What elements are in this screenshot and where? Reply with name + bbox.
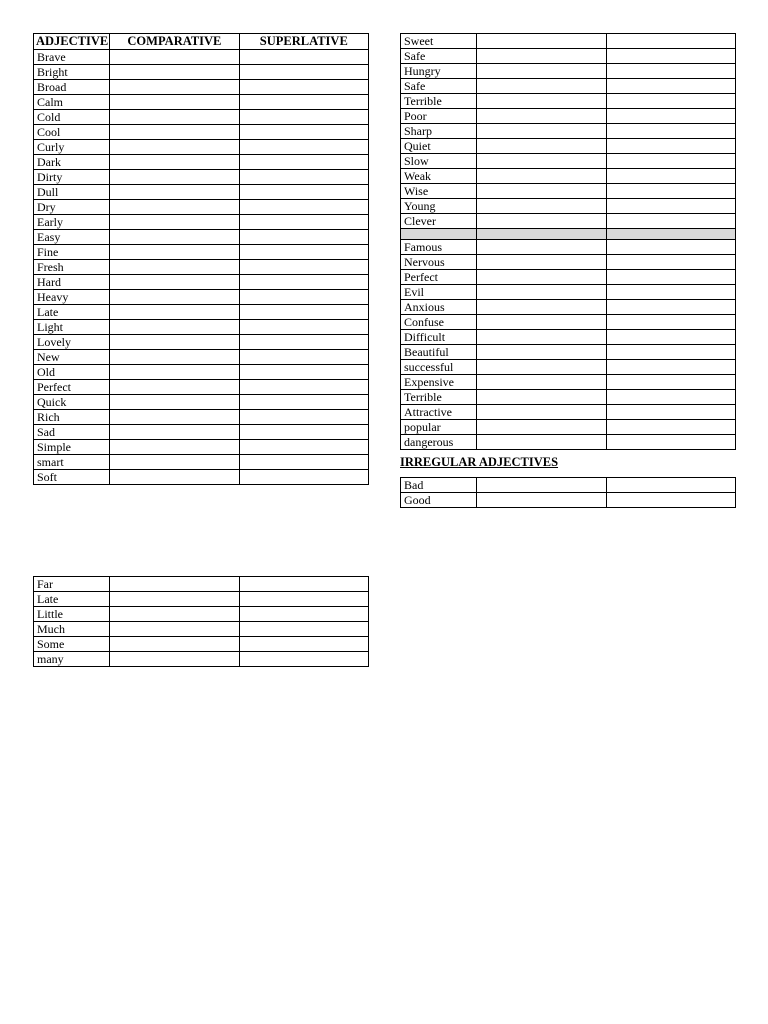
superlative-blank-cell[interactable] — [606, 300, 735, 315]
adjective-cell: dangerous — [401, 435, 477, 450]
superlative-blank-cell[interactable] — [239, 652, 368, 667]
table-row — [34, 335, 369, 350]
superlative-blank-cell[interactable] — [606, 255, 735, 270]
superlative-blank-cell[interactable] — [239, 95, 368, 110]
comparative-blank-cell[interactable] — [110, 395, 239, 410]
adjective-cell: Late — [34, 305, 110, 320]
comparative-blank-cell[interactable] — [110, 275, 239, 290]
comparative-blank-cell[interactable] — [110, 140, 239, 155]
superlative-blank-cell[interactable] — [239, 350, 368, 365]
comparative-blank-cell[interactable] — [477, 184, 606, 199]
comparative-blank-cell[interactable] — [477, 199, 606, 214]
table-row — [401, 345, 736, 360]
comparative-blank-cell[interactable] — [477, 154, 606, 169]
table-row — [34, 140, 369, 155]
superlative-blank-cell[interactable] — [239, 275, 368, 290]
comparative-blank-cell[interactable] — [477, 49, 606, 64]
comparative-blank-cell[interactable] — [477, 300, 606, 315]
header-comparative: COMPARATIVE — [110, 34, 239, 50]
superlative-blank-cell[interactable] — [239, 170, 368, 185]
superlative-blank-cell[interactable] — [239, 110, 368, 125]
comparative-blank-cell[interactable] — [477, 390, 606, 405]
table-row — [34, 305, 369, 320]
adjective-cell: Perfect — [401, 270, 477, 285]
comparative-blank-cell[interactable] — [110, 607, 239, 622]
comparative-blank-cell[interactable] — [110, 95, 239, 110]
adjective-cell: Terrible — [401, 94, 477, 109]
table-row — [401, 390, 736, 405]
superlative-blank-cell[interactable] — [239, 80, 368, 95]
shaded-separator-row — [401, 229, 736, 240]
adjective-cell: Late — [34, 592, 110, 607]
adjective-cell: Far — [34, 577, 110, 592]
table-row — [401, 49, 736, 64]
table-row — [34, 410, 369, 425]
table-row — [34, 80, 369, 95]
table-row — [34, 65, 369, 80]
table-row — [34, 380, 369, 395]
adjective-cell: Hungry — [401, 64, 477, 79]
adjective-cell: Dirty — [34, 170, 110, 185]
table-row — [34, 185, 369, 200]
table-row — [34, 125, 369, 140]
superlative-blank-cell[interactable] — [239, 215, 368, 230]
table-row — [34, 170, 369, 185]
table-row — [401, 375, 736, 390]
adjective-cell: Young — [401, 199, 477, 214]
comparative-blank-cell[interactable] — [110, 50, 239, 65]
table-row — [34, 395, 369, 410]
comparative-blank-cell[interactable] — [477, 240, 606, 255]
adjective-cell: Cold — [34, 110, 110, 125]
table-row — [34, 425, 369, 440]
comparative-blank-cell[interactable] — [110, 110, 239, 125]
adjective-cell: Attractive — [401, 405, 477, 420]
table-row — [401, 124, 736, 139]
adjective-cell: Brave — [34, 50, 110, 65]
superlative-blank-cell[interactable] — [606, 214, 735, 229]
superlative-blank-cell[interactable] — [239, 335, 368, 350]
table-row — [401, 64, 736, 79]
table-row — [34, 260, 369, 275]
table-row — [34, 245, 369, 260]
comparative-blank-cell[interactable] — [110, 637, 239, 652]
adjective-cell: Simple — [34, 440, 110, 455]
comparative-blank-cell[interactable] — [477, 375, 606, 390]
bottom-adjective-table — [33, 576, 369, 667]
comparative-blank-cell[interactable] — [477, 493, 606, 508]
comparative-blank-cell[interactable] — [477, 435, 606, 450]
superlative-blank-cell[interactable] — [606, 64, 735, 79]
comparative-blank-cell[interactable] — [477, 169, 606, 184]
table-row — [34, 365, 369, 380]
adjective-cell: Difficult — [401, 330, 477, 345]
superlative-blank-cell[interactable] — [239, 470, 368, 485]
superlative-blank-cell[interactable] — [239, 592, 368, 607]
comparative-blank-cell[interactable] — [477, 420, 606, 435]
adjective-cell: Curly — [34, 140, 110, 155]
superlative-blank-cell[interactable] — [239, 425, 368, 440]
comparative-blank-cell[interactable] — [477, 255, 606, 270]
table-row — [401, 420, 736, 435]
superlative-blank-cell[interactable] — [239, 380, 368, 395]
superlative-blank-cell[interactable] — [239, 290, 368, 305]
comparative-blank-cell[interactable] — [477, 405, 606, 420]
adjective-cell: Terrible — [401, 390, 477, 405]
comparative-blank-cell[interactable] — [477, 345, 606, 360]
adjective-cell: Soft — [34, 470, 110, 485]
adjective-cell: Perfect — [34, 380, 110, 395]
adjective-cell: Bright — [34, 65, 110, 80]
superlative-blank-cell[interactable] — [239, 245, 368, 260]
comparative-blank-cell[interactable] — [477, 478, 606, 493]
comparative-blank-cell[interactable] — [477, 315, 606, 330]
irregular-adjective-table — [400, 477, 736, 508]
table-row — [401, 478, 736, 493]
table-row — [401, 94, 736, 109]
table-row — [34, 275, 369, 290]
adjective-cell: Bad — [401, 478, 477, 493]
comparative-blank-cell[interactable] — [110, 245, 239, 260]
superlative-blank-cell[interactable] — [239, 305, 368, 320]
adjective-cell: Some — [34, 637, 110, 652]
adjective-cell: Dark — [34, 155, 110, 170]
superlative-blank-cell[interactable] — [239, 607, 368, 622]
comparative-blank-cell[interactable] — [110, 335, 239, 350]
adjective-cell: Easy — [34, 230, 110, 245]
superlative-blank-cell[interactable] — [239, 50, 368, 65]
table-row — [401, 240, 736, 255]
table-row — [34, 607, 369, 622]
adjective-cell: smart — [34, 455, 110, 470]
irregular-adjectives-heading: IRREGULAR ADJECTIVES — [400, 455, 559, 469]
superlative-blank-cell[interactable] — [239, 260, 368, 275]
adjective-cell: Slow — [401, 154, 477, 169]
superlative-blank-cell[interactable] — [606, 79, 735, 94]
adjective-cell: Sweet — [401, 34, 477, 49]
superlative-blank-cell[interactable] — [606, 34, 735, 49]
comparative-blank-cell[interactable] — [110, 622, 239, 637]
adjective-cell: Much — [34, 622, 110, 637]
comparative-blank-cell[interactable] — [477, 64, 606, 79]
comparative-blank-cell[interactable] — [110, 290, 239, 305]
superlative-blank-cell[interactable] — [239, 440, 368, 455]
table-row — [401, 154, 736, 169]
superlative-blank-cell[interactable] — [606, 139, 735, 154]
superlative-blank-cell[interactable] — [606, 360, 735, 375]
superlative-blank-cell[interactable] — [239, 577, 368, 592]
comparative-blank-cell[interactable] — [110, 455, 239, 470]
table-row — [401, 493, 736, 508]
adjective-cell: Weak — [401, 169, 477, 184]
adjective-cell: Broad — [34, 80, 110, 95]
table-row — [34, 110, 369, 125]
superlative-blank-cell[interactable] — [239, 410, 368, 425]
comparative-blank-cell[interactable] — [110, 425, 239, 440]
comparative-blank-cell[interactable] — [477, 139, 606, 154]
superlative-blank-cell[interactable] — [606, 270, 735, 285]
adjective-cell: Expensive — [401, 375, 477, 390]
table-row — [401, 199, 736, 214]
superlative-blank-cell[interactable] — [606, 390, 735, 405]
comparative-blank-cell[interactable] — [110, 260, 239, 275]
comparative-blank-cell[interactable] — [477, 94, 606, 109]
table-row — [34, 652, 369, 667]
adjective-cell: Quick — [34, 395, 110, 410]
adjective-cell: Calm — [34, 95, 110, 110]
adjective-cell: Anxious — [401, 300, 477, 315]
adjective-cell: Nervous — [401, 255, 477, 270]
table-row — [401, 34, 736, 49]
adjective-cell: Early — [34, 215, 110, 230]
table-row — [34, 577, 369, 592]
table-row — [401, 139, 736, 154]
superlative-blank-cell[interactable] — [239, 365, 368, 380]
table-row — [401, 315, 736, 330]
comparative-blank-cell[interactable] — [110, 350, 239, 365]
comparative-blank-cell[interactable] — [110, 470, 239, 485]
adjective-cell: Dry — [34, 200, 110, 215]
table-row — [34, 320, 369, 335]
superlative-blank-cell[interactable] — [606, 375, 735, 390]
adjective-cell: Rich — [34, 410, 110, 425]
table-row — [401, 169, 736, 184]
superlative-blank-cell[interactable] — [606, 435, 735, 450]
comparative-blank-cell[interactable] — [477, 270, 606, 285]
adjective-cell: Little — [34, 607, 110, 622]
table-row — [401, 360, 736, 375]
comparative-blank-cell[interactable] — [477, 109, 606, 124]
comparative-blank-cell[interactable] — [110, 200, 239, 215]
comparative-blank-cell[interactable] — [110, 125, 239, 140]
adjective-cell: Poor — [401, 109, 477, 124]
comparative-blank-cell[interactable] — [477, 330, 606, 345]
table-row — [401, 255, 736, 270]
superlative-blank-cell[interactable] — [239, 125, 368, 140]
superlative-blank-cell[interactable] — [606, 184, 735, 199]
superlative-blank-cell[interactable] — [239, 185, 368, 200]
table-row — [34, 622, 369, 637]
adjective-cell: Fine — [34, 245, 110, 260]
table-row — [401, 79, 736, 94]
comparative-blank-cell[interactable] — [110, 185, 239, 200]
comparative-blank-cell[interactable] — [110, 320, 239, 335]
superlative-blank-cell[interactable] — [606, 478, 735, 493]
adjective-cell: Fresh — [34, 260, 110, 275]
superlative-blank-cell[interactable] — [606, 493, 735, 508]
adjective-cell: Old — [34, 365, 110, 380]
comparative-blank-cell[interactable] — [477, 79, 606, 94]
table-row — [34, 155, 369, 170]
table-row — [34, 215, 369, 230]
table-row — [401, 109, 736, 124]
header-row — [34, 34, 369, 50]
superlative-blank-cell[interactable] — [239, 455, 368, 470]
superlative-blank-cell[interactable] — [239, 320, 368, 335]
comparative-blank-cell[interactable] — [110, 440, 239, 455]
table-row — [34, 350, 369, 365]
comparative-blank-cell[interactable] — [477, 360, 606, 375]
adjective-cell: Confuse — [401, 315, 477, 330]
superlative-blank-cell[interactable] — [239, 637, 368, 652]
adjective-cell: Evil — [401, 285, 477, 300]
superlative-blank-cell[interactable] — [606, 405, 735, 420]
adjective-cell: successful — [401, 360, 477, 375]
adjective-cell: Quiet — [401, 139, 477, 154]
superlative-blank-cell[interactable] — [606, 199, 735, 214]
adjective-cell: Heavy — [34, 290, 110, 305]
superlative-blank-cell[interactable] — [606, 154, 735, 169]
table-row — [34, 440, 369, 455]
comparative-blank-cell[interactable] — [110, 215, 239, 230]
table-row — [34, 95, 369, 110]
header-superlative: SUPERLATIVE — [239, 34, 368, 50]
superlative-blank-cell[interactable] — [239, 622, 368, 637]
adjective-cell: Good — [401, 493, 477, 508]
adjective-cell: Dull — [34, 185, 110, 200]
superlative-blank-cell[interactable] — [606, 124, 735, 139]
adjective-cell: Safe — [401, 79, 477, 94]
table-row — [401, 405, 736, 420]
superlative-blank-cell[interactable] — [239, 200, 368, 215]
table-row — [34, 290, 369, 305]
adjective-cell: Hard — [34, 275, 110, 290]
table-row — [34, 200, 369, 215]
superlative-blank-cell[interactable] — [239, 395, 368, 410]
adjective-cell: Safe — [401, 49, 477, 64]
superlative-blank-cell[interactable] — [239, 65, 368, 80]
table-row — [34, 592, 369, 607]
superlative-blank-cell[interactable] — [606, 315, 735, 330]
adjective-cell: Cool — [34, 125, 110, 140]
comparative-blank-cell[interactable] — [477, 214, 606, 229]
superlative-blank-cell[interactable] — [239, 230, 368, 245]
superlative-blank-cell[interactable] — [239, 140, 368, 155]
adjective-cell: Sad — [34, 425, 110, 440]
table-row — [401, 330, 736, 345]
table-row — [34, 470, 369, 485]
comparative-blank-cell[interactable] — [110, 652, 239, 667]
superlative-blank-cell[interactable] — [606, 169, 735, 184]
adjective-cell: Lovely — [34, 335, 110, 350]
table-row — [401, 300, 736, 315]
adjective-cell: Famous — [401, 240, 477, 255]
comparative-blank-cell[interactable] — [110, 155, 239, 170]
superlative-blank-cell[interactable] — [606, 49, 735, 64]
comparative-blank-cell[interactable] — [110, 65, 239, 80]
adjective-cell: popular — [401, 420, 477, 435]
superlative-blank-cell[interactable] — [606, 330, 735, 345]
superlative-blank-cell[interactable] — [606, 285, 735, 300]
adjective-cell: Wise — [401, 184, 477, 199]
table-row — [34, 230, 369, 245]
comparative-blank-cell[interactable] — [110, 380, 239, 395]
comparative-blank-cell[interactable] — [110, 577, 239, 592]
table-row — [401, 435, 736, 450]
table-row — [34, 455, 369, 470]
adjective-cell: Beautiful — [401, 345, 477, 360]
comparative-blank-cell[interactable] — [110, 230, 239, 245]
table-row — [401, 214, 736, 229]
comparative-blank-cell[interactable] — [477, 34, 606, 49]
comparative-blank-cell[interactable] — [110, 170, 239, 185]
comparative-blank-cell[interactable] — [477, 285, 606, 300]
adjective-cell: New — [34, 350, 110, 365]
table-row — [401, 270, 736, 285]
right-adjective-table — [400, 33, 736, 450]
superlative-blank-cell[interactable] — [606, 420, 735, 435]
table-row — [34, 50, 369, 65]
superlative-blank-cell[interactable] — [606, 94, 735, 109]
superlative-blank-cell[interactable] — [239, 155, 368, 170]
adjective-cell: Clever — [401, 214, 477, 229]
comparative-blank-cell[interactable] — [110, 592, 239, 607]
superlative-blank-cell[interactable] — [606, 109, 735, 124]
comparative-blank-cell[interactable] — [477, 124, 606, 139]
table-row — [401, 184, 736, 199]
comparative-blank-cell[interactable] — [110, 365, 239, 380]
table-row — [401, 285, 736, 300]
adjective-cell: Light — [34, 320, 110, 335]
header-adjective: ADJECTIVE — [34, 34, 110, 50]
superlative-blank-cell[interactable] — [606, 240, 735, 255]
comparative-blank-cell[interactable] — [110, 410, 239, 425]
comparative-blank-cell[interactable] — [110, 80, 239, 95]
left-adjective-table — [33, 33, 369, 485]
table-row — [34, 637, 369, 652]
superlative-blank-cell[interactable] — [606, 345, 735, 360]
comparative-blank-cell[interactable] — [110, 305, 239, 320]
adjective-cell: Sharp — [401, 124, 477, 139]
adjective-cell: many — [34, 652, 110, 667]
